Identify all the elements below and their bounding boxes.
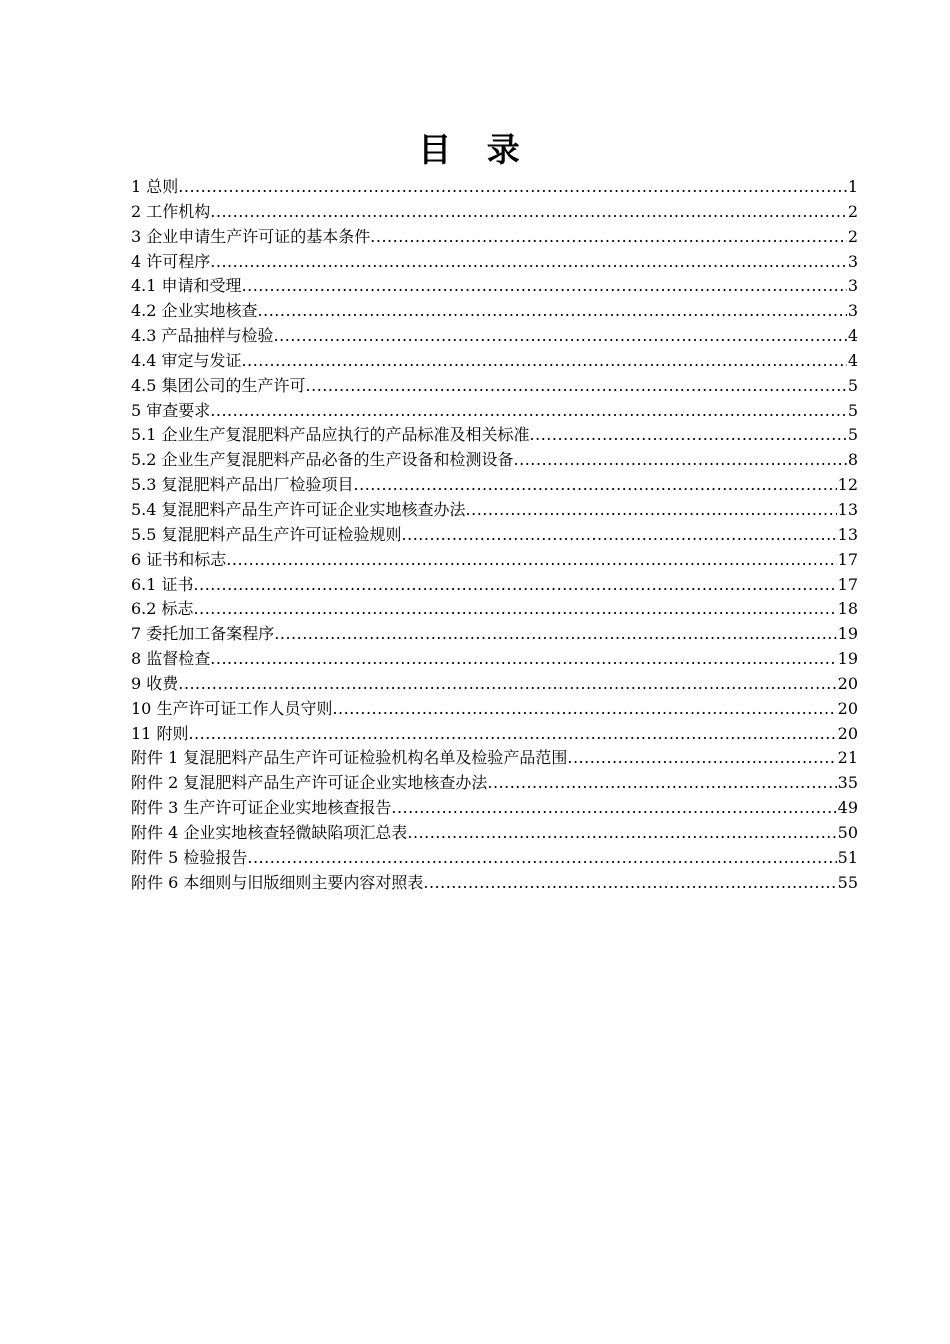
- toc-leader-dots: [210, 200, 847, 225]
- toc-entry-page-number: 5: [847, 425, 858, 445]
- toc-entry[interactable]: [131, 672, 858, 697]
- toc-entry[interactable]: [131, 523, 858, 548]
- toc-entry-label: 5 审查要求: [131, 400, 211, 420]
- toc-entry-label: 5.5 复混肥料产品生产许可证检验规则: [131, 524, 402, 544]
- toc-leader-dots: [423, 871, 836, 896]
- toc-entry[interactable]: [131, 448, 858, 473]
- toc-entry-label: 11 附则: [131, 723, 189, 743]
- toc-entry[interactable]: [131, 846, 858, 871]
- toc-entry-label: 4.2 企业实地核查: [131, 301, 258, 321]
- toc-entry-page-number: 20: [837, 698, 858, 718]
- toc-entry-page-number: 51: [837, 847, 858, 867]
- toc-entry-page-number: 2: [847, 226, 858, 246]
- toc-entry-label: 4.5 集团公司的生产许可: [131, 375, 306, 395]
- toc-entry-page-number: 35: [837, 773, 858, 793]
- toc-entry-label: 8 监督检查: [131, 649, 211, 669]
- toc-leader-dots: [402, 523, 837, 548]
- toc-entry-label: 2 工作机构: [131, 201, 211, 221]
- toc-entry-page-number: 8: [847, 450, 858, 470]
- toc-entry-page-number: 2: [847, 201, 858, 221]
- toc-entry-page-number: 49: [837, 798, 858, 818]
- toc-leader-dots: [210, 647, 836, 672]
- toc-entry-page-number: 13: [837, 524, 858, 544]
- toc-entry[interactable]: [131, 175, 858, 200]
- toc-entry-label: 5.4 复混肥料产品生产许可证企业实地核查办法: [131, 499, 466, 519]
- toc-entry[interactable]: [131, 871, 858, 896]
- toc-leader-dots: [210, 399, 847, 424]
- toc-entry-page-number: 17: [837, 549, 858, 569]
- toc-entry[interactable]: [131, 473, 858, 498]
- toc-entry[interactable]: [131, 597, 858, 622]
- toc-entry-label: 5.1 企业生产复混肥料产品应执行的产品标准及相关标准: [131, 425, 530, 445]
- toc-leader-dots: [370, 225, 847, 250]
- toc-leader-dots: [487, 771, 836, 796]
- toc-entry[interactable]: [131, 622, 858, 647]
- toc-leader-dots: [514, 448, 847, 473]
- toc-entry[interactable]: [131, 821, 858, 846]
- toc-leader-dots: [407, 821, 836, 846]
- toc-leader-dots: [178, 175, 847, 200]
- toc-entry[interactable]: [131, 722, 858, 747]
- toc-entry-label: 附件 3 生产许可证企业实地核查报告: [131, 798, 392, 818]
- toc-entry-page-number: 3: [847, 301, 858, 321]
- toc-entry-page-number: 1: [847, 177, 858, 196]
- toc-entry[interactable]: [131, 200, 858, 225]
- toc-entry-page-number: 3: [847, 276, 858, 296]
- toc-entry-label: 附件 2 复混肥料产品生产许可证企业实地核查办法: [131, 773, 488, 793]
- toc-leader-dots: [210, 250, 847, 275]
- toc-entry[interactable]: [131, 423, 858, 448]
- toc-entry-page-number: 19: [837, 649, 858, 669]
- table-of-contents: [131, 175, 858, 895]
- toc-entry-label: 5.3 复混肥料产品出厂检验项目: [131, 475, 354, 495]
- toc-entry[interactable]: [131, 548, 858, 573]
- toc-leader-dots: [354, 473, 837, 498]
- toc-leader-dots: [258, 299, 847, 324]
- toc-entry-page-number: 3: [847, 251, 858, 271]
- toc-entry-label: 9 收费: [131, 673, 179, 693]
- toc-leader-dots: [567, 746, 836, 771]
- toc-entry[interactable]: [131, 573, 858, 598]
- toc-entry-page-number: 5: [847, 400, 858, 420]
- toc-entry[interactable]: [131, 349, 858, 374]
- toc-leader-dots: [530, 423, 847, 448]
- toc-entry-label: 4.4 审定与发证: [131, 350, 242, 370]
- toc-entry[interactable]: [131, 299, 858, 324]
- toc-leader-dots: [242, 274, 847, 299]
- toc-entry-label: 6.2 标志: [131, 599, 194, 619]
- toc-entry-label: 附件 6 本细则与旧版细则主要内容对照表: [131, 872, 424, 892]
- toc-leader-dots: [178, 672, 836, 697]
- toc-entry-page-number: 4: [847, 350, 858, 370]
- toc-entry-page-number: 18: [837, 599, 858, 619]
- toc-entry-label: 3 企业申请生产许可证的基本条件: [131, 226, 371, 246]
- toc-leader-dots: [194, 597, 837, 622]
- toc-entry[interactable]: [131, 324, 858, 349]
- toc-entry-label: 附件 4 企业实地核查轻微缺陷项汇总表: [131, 822, 408, 842]
- toc-entry[interactable]: [131, 647, 858, 672]
- toc-entry[interactable]: [131, 250, 858, 275]
- toc-entry-label: 4.1 申请和受理: [131, 276, 242, 296]
- toc-leader-dots: [306, 374, 847, 399]
- page-title: 目 录: [418, 130, 532, 169]
- toc-entry-page-number: 55: [837, 872, 858, 892]
- toc-entry[interactable]: [131, 374, 858, 399]
- toc-entry-page-number: 17: [837, 574, 858, 594]
- toc-leader-dots: [391, 796, 836, 821]
- toc-entry[interactable]: [131, 771, 858, 796]
- toc-entry-page-number: 21: [837, 748, 858, 768]
- toc-leader-dots: [274, 622, 836, 647]
- toc-entry[interactable]: [131, 697, 858, 722]
- toc-entry-label: 5.2 企业生产复混肥料产品必备的生产设备和检测设备: [131, 450, 514, 470]
- toc-entry-page-number: 4: [847, 326, 858, 346]
- toc-entry-label: 6.1 证书: [131, 574, 194, 594]
- toc-leader-dots: [274, 324, 847, 349]
- toc-entry[interactable]: [131, 796, 858, 821]
- toc-leader-dots: [188, 722, 836, 747]
- toc-entry-page-number: 5: [847, 375, 858, 395]
- toc-leader-dots: [194, 573, 837, 598]
- toc-entry[interactable]: [131, 498, 858, 523]
- toc-entry-page-number: 20: [837, 723, 858, 743]
- toc-entry-page-number: 12: [837, 475, 858, 495]
- toc-entry-label: 附件 1 复混肥料产品生产许可证检验机构名单及检验产品范围: [131, 748, 568, 768]
- toc-entry[interactable]: [131, 225, 858, 250]
- toc-entry-label: 1 总则: [131, 177, 179, 196]
- toc-entry-page-number: 19: [837, 624, 858, 644]
- toc-entry[interactable]: [131, 746, 858, 771]
- toc-entry-label: 4.3 产品抽样与检验: [131, 326, 274, 346]
- toc-leader-dots: [247, 846, 836, 871]
- toc-entry-page-number: 50: [837, 822, 858, 842]
- toc-leader-dots: [466, 498, 837, 523]
- toc-entry-label: 4 许可程序: [131, 251, 211, 271]
- toc-entry-label: 6 证书和标志: [131, 549, 227, 569]
- toc-leader-dots: [226, 548, 836, 573]
- toc-entry-page-number: 20: [837, 673, 858, 693]
- toc-leader-dots: [242, 349, 847, 374]
- toc-entry[interactable]: [131, 274, 858, 299]
- toc-entry-label: 附件 5 检验报告: [131, 847, 248, 867]
- toc-leader-dots: [332, 697, 836, 722]
- toc-entry[interactable]: [131, 399, 858, 424]
- toc-entry-label: 10 生产许可证工作人员守则: [131, 698, 333, 718]
- toc-entry-label: 7 委托加工备案程序: [131, 624, 275, 644]
- toc-entry-page-number: 13: [837, 499, 858, 519]
